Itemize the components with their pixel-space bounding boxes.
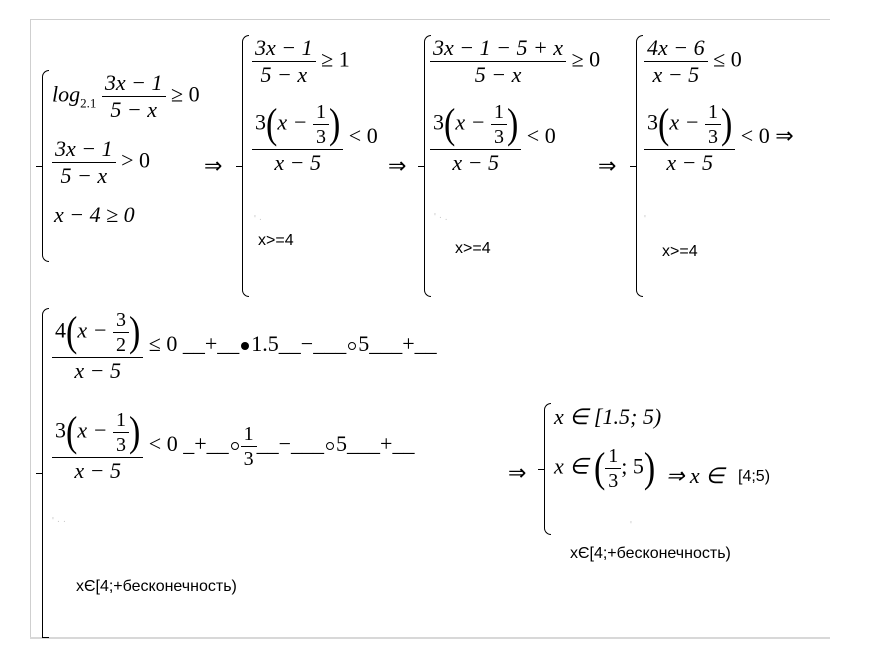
- system-4-note: x>=4: [662, 243, 698, 260]
- relation: < 0: [526, 123, 556, 149]
- numerator: 3(x − $\frac{1}{3}$ ): [52, 410, 143, 458]
- faint-mark: ': [630, 520, 632, 531]
- system-1-brace: [42, 70, 49, 262]
- relation: < 0: [148, 431, 178, 457]
- system-2-brace: [242, 35, 249, 297]
- document-bottom-border: [30, 637, 830, 639]
- system-6-row-1: x ∈ [1.5; 5): [554, 404, 662, 429]
- faint-mark: ' ·: [254, 214, 263, 225]
- fraction: [430, 102, 521, 174]
- system-6-row-2: x ∈ ( $\frac{1}{3}$ ; 5): [554, 444, 656, 492]
- numerator: 4x − 6: [644, 37, 708, 62]
- fraction: [252, 102, 343, 174]
- relation: ≥ 0: [571, 46, 601, 72]
- relation: > 0: [121, 147, 151, 173]
- implies-arrow-3: ⇒: [598, 153, 617, 178]
- relation: ≥ 1: [321, 46, 350, 72]
- relation: < 0: [348, 123, 378, 149]
- denominator: 5 − x: [474, 62, 522, 87]
- faint-mark: ' · .: [434, 212, 448, 223]
- numerator: 3(x − $\frac{1}{3}$ ): [430, 102, 521, 150]
- system-2-row-1: [252, 37, 350, 86]
- relation: ≥ 0: [171, 81, 200, 107]
- log-base: 2.1: [80, 95, 97, 111]
- system-1-row-1: [52, 72, 200, 121]
- system-4-row-2: [644, 102, 794, 174]
- fraction: [644, 37, 708, 86]
- relation: < 0: [740, 123, 770, 149]
- implies-arrow-1: ⇒: [204, 153, 223, 178]
- final-implies: ⇒ x ∈: [666, 463, 725, 488]
- sign-line-2: _+__ $\frac{1}{3}$ __−___ 5___+__: [183, 422, 415, 470]
- denominator: 5 − x: [260, 62, 308, 87]
- fraction: [52, 310, 143, 382]
- document-top-border: [30, 19, 830, 20]
- system-1-row-3: x − 4 ≥ 0: [54, 202, 135, 227]
- system-6-note: xЄ[4;+бесконечность): [570, 545, 731, 562]
- system-6-brace: [544, 403, 551, 535]
- denominator: x − 5: [74, 458, 121, 483]
- document-left-border: [30, 19, 31, 639]
- denominator: x − 5: [666, 150, 713, 175]
- fraction: [102, 72, 166, 121]
- system-1-row-2: [52, 138, 150, 187]
- system-4-brace: [636, 35, 643, 297]
- system-5-note: xЄ[4;+бесконечность): [76, 578, 237, 595]
- filled-point-icon: [241, 342, 249, 350]
- system-2-row-2: [252, 102, 378, 174]
- sign-line-1: __+__ 1.5__−___ 5___+__: [182, 331, 437, 357]
- system-5-brace: [42, 308, 49, 638]
- numerator: 3x − 1 − 5 + x: [430, 37, 566, 62]
- system-5-row-2: [52, 410, 414, 482]
- system-4-row-1: [644, 37, 742, 86]
- denominator: x − 5: [274, 150, 321, 175]
- denominator: 5 − x: [110, 97, 157, 122]
- fraction: [430, 37, 566, 86]
- open-point-icon: [326, 442, 334, 450]
- denominator: x − 5: [652, 62, 700, 87]
- implies-arrow-2: ⇒: [388, 153, 407, 178]
- relation: ≤ 0: [713, 46, 742, 72]
- denominator: x − 5: [74, 358, 121, 383]
- final-answer: [4;5): [738, 468, 771, 485]
- system-3-row-2: [430, 102, 556, 174]
- fraction: [644, 102, 735, 174]
- numerator: 3x − 1: [52, 138, 116, 163]
- numerator: 3x − 1: [102, 72, 166, 97]
- system-5-row-1: [52, 310, 437, 382]
- faint-mark: ': [644, 214, 646, 225]
- numerator: 4(x − $\frac{3}{2}$ ): [52, 310, 143, 358]
- implies-arrow-5: ⇒: [508, 460, 527, 485]
- system-3-note: x>=4: [455, 240, 491, 257]
- fraction: [52, 138, 116, 187]
- faint-mark: ' · ·: [52, 516, 67, 527]
- numerator: 3x − 1: [252, 37, 316, 62]
- log-label: log: [52, 81, 81, 107]
- numerator: 3(x − $\frac{1}{3}$ ): [252, 102, 343, 150]
- open-point-icon: [231, 442, 239, 450]
- numerator: 3(x − $\frac{1}{3}$ ): [644, 102, 735, 150]
- fraction: [252, 37, 316, 86]
- system-3-row-1: [430, 37, 600, 86]
- denominator: 5 − x: [60, 163, 108, 188]
- fraction: [52, 410, 143, 482]
- relation: ≤ 0: [148, 331, 178, 357]
- implies-arrow-4: ⇒: [775, 123, 794, 149]
- denominator: x − 5: [452, 150, 499, 175]
- system-2-note: x>=4: [258, 232, 294, 249]
- open-point-icon: [348, 342, 356, 350]
